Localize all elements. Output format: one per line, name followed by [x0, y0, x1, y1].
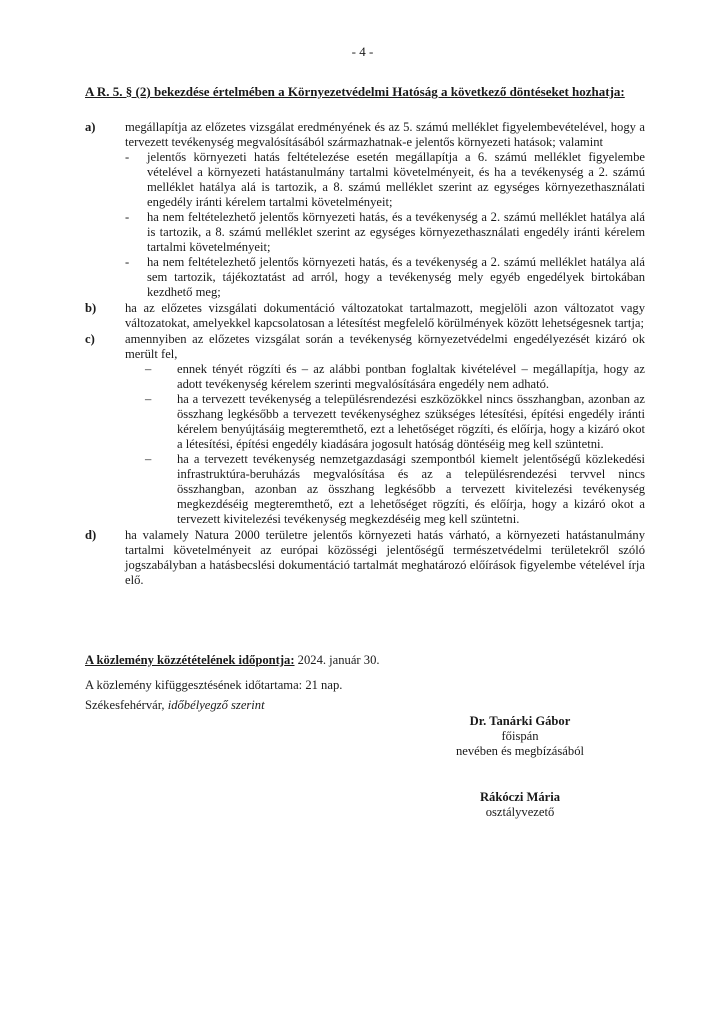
publication-date: 2024. január 30.	[297, 653, 380, 667]
list-item-c	[85, 332, 645, 527]
sub-item-text: ha a tervezett tevékenység nemzetgazdasági szempontból kiemelt jelentőségű közlekedési infrastruktúra-beruházás megvalósítása és az a településrendezési tervvel nincs összhangban, azonban az összhang legkésőbb a tervezett kivitelezési tevékenység megkezdéséig megteremthető, ezt a lehetőséget rögzíti, és előírja, hogy a kizáró okot a tervezett kivitelezési tevékenység megkezdéséig meg kell szüntetni.	[177, 452, 645, 526]
sub-item-text: jelentős környezeti hatás feltételezése esetén megállapítja a 6. számú melléklet figyelembe vételével a környezeti hatástanulmány tartalmi követelményeit, és ha a tevékenység a 2. számú melléklet hatálya alá is tartozik, a 8. számú melléklet szerint az egységes környezethasználati engedély iránti kérelem tartalmi követelményeit;	[147, 150, 645, 209]
item-text: megállapítja az előzetes vizsgálat eredményének és az 5. számú melléklet figyelembevételével, hogy a tervezett tevékenység megvalósításából származhatnak-e jelentős környezeti hatások; valamint	[125, 120, 645, 149]
dash-marker: -	[125, 210, 130, 224]
item-text: ha az előzetes vizsgálati dokumentáció változatokat tartalmazott, megjelöli azon változatot vagy változatokat, amelyekkel kapcsolatosan a létesítést megfelelő körülmények között lehetségesnek tartja;	[125, 301, 645, 330]
item-marker: d)	[85, 528, 97, 542]
place-note: időbélyegző szerint	[167, 698, 265, 712]
signer-note: nevében és megbízásából	[456, 744, 584, 758]
sub-item-text: ha nem feltételezhető jelentős környezeti hatás, és a tevékenység a 2. számú melléklet hatálya alá sem tartozik, tájékoztatást ad arról, hogy a tevékenység mely egyéb engedélyek birtokában kezdhető meg;	[147, 255, 645, 299]
sub-item	[125, 150, 645, 210]
signer-title: osztályvezető	[485, 805, 555, 819]
list-item-d	[85, 528, 645, 588]
publication-label: A közlemény közzétételének időpontja:	[85, 653, 295, 667]
signer-title: főispán	[501, 729, 539, 743]
page-number: - 4 -	[351, 44, 374, 59]
sub-item-text: ennek tényét rögzíti és – az alábbi pontban foglaltak kivételével – megállapítja, hogy az adott tevékenység kérelem szerinti megvalósítására engedély nem adható.	[177, 362, 645, 391]
item-marker: c)	[85, 332, 95, 346]
sub-item	[125, 255, 645, 300]
sub-item-text: ha a tervezett tevékenység a településrendezési eszközökkel nincs összhangban, azonban az összhang legkésőbb a tervezett tevékenységhez szükséges létesítési, építési engedély iránti kérelem benyújtásáig megteremthető, ezt a lehetőséget rögzíti, és előírja, hogy a kizáró okot a létesítési, építési engedély kiadására jogosult hatóság döntéséig meg kell szüntetni.	[177, 392, 645, 451]
dash-marker: -	[125, 255, 130, 269]
item-marker: a)	[85, 120, 96, 134]
item-text: ha valamely Natura 2000 területre jelentős környezeti hatás várható, a környezeti hatástanulmány tartalmi követelményeit az európai közösségi jelentőségű természetvédelmi területekről szóló jogszabályban a hatásbecslési dokumentáció tartalmát meghatározó előírások figyelembe vételével írja elő.	[125, 528, 645, 587]
dash-marker: –	[145, 452, 152, 466]
item-marker: b)	[85, 301, 97, 315]
section-heading: A R. 5. § (2) bekezdése értelmében a Környezetvédelmi Hatóság a következő döntéseket hozhatja:	[85, 84, 625, 99]
signature-block-2	[420, 790, 620, 820]
signer-name: Rákóczi Mária	[479, 790, 561, 804]
dash-marker: -	[125, 150, 130, 164]
sub-item	[125, 210, 645, 255]
publication-line	[85, 653, 380, 668]
signer-name: Dr. Tanárki Gábor	[469, 714, 571, 728]
dash-marker: –	[145, 362, 152, 376]
place: Székesfehérvár,	[85, 698, 165, 712]
item-text: amennyiben az előzetes vizsgálat során a tevékenység környezetvédelmi engedélyezését kizáró ok merült fel,	[125, 332, 645, 361]
list-item-b	[85, 301, 645, 331]
dash-marker: –	[145, 392, 152, 406]
list-item-a	[85, 120, 645, 300]
sub-item	[125, 362, 645, 392]
display-period: A közlemény kifüggesztésének időtartama: 21 nap.	[85, 678, 343, 692]
sub-item-text: ha nem feltételezhető jelentős környezeti hatás, és a tevékenység a 2. számú melléklet hatálya alá is tartozik, a 8. számú melléklet szerint az egységes környezethasználati engedély iránti kérelem tartalmi követelményeit;	[147, 210, 645, 254]
sub-item	[125, 392, 645, 452]
signature-block-1	[420, 714, 620, 759]
sub-item	[125, 452, 645, 527]
place-line	[85, 698, 265, 713]
decision-list	[85, 120, 645, 589]
